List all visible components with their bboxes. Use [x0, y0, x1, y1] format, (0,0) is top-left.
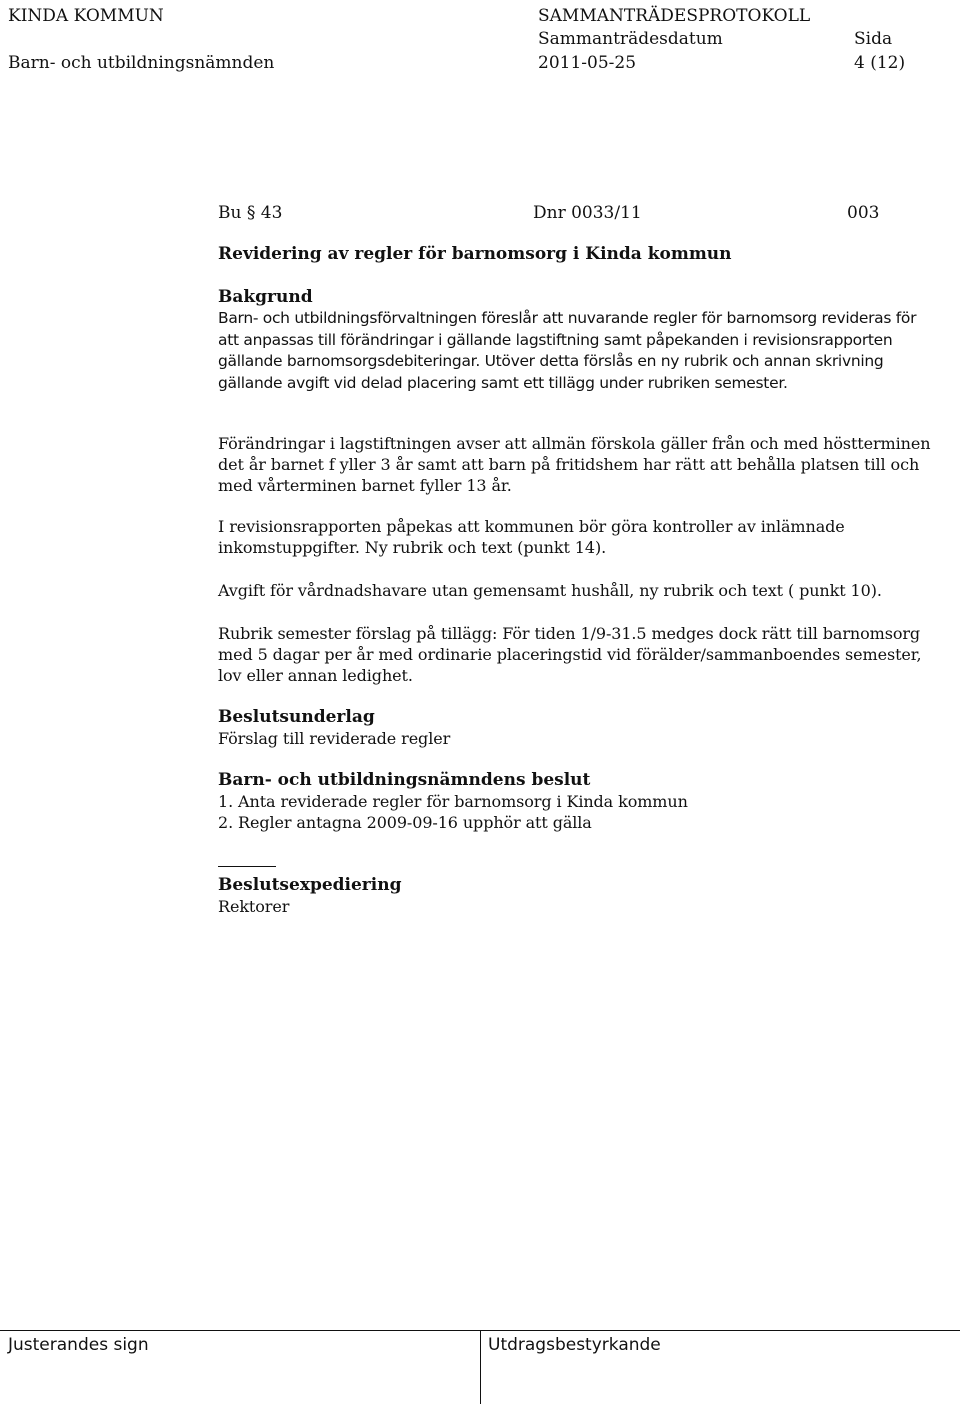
page-label: Sida [854, 29, 893, 49]
background-heading: Bakgrund [218, 287, 313, 307]
background-paragraph-2: Förändringar i lagstiftningen avser att allmän förskola gäller från och med höstterminen det år barnet f yller 3 år samt att barn på fritidshem har rätt att behålla platsen till och med vårterminen barnet fyller 13 år. [218, 434, 931, 495]
background-paragraph-3: I revisionsrapporten påpekas att kommunen bör göra kontroller av inlämnade inkomstuppgifter. Ny rubrik och text (punkt 14). [218, 517, 845, 557]
committee-name: Barn- och utbildningsnämnden [8, 53, 275, 73]
decision-basis-heading: Beslutsunderlag [218, 707, 375, 727]
signature-label: Justerandes sign [8, 1335, 149, 1355]
case-title: Revidering av regler för barnomsorg i Kinda kommun [218, 244, 732, 264]
decision-item-2: 2. Regler antagna 2009-09-16 upphör att gälla [218, 813, 592, 832]
background-paragraph-1: Barn- och utbildningsförvaltningen föreslår att nuvarande regler för barnomsorg revideras för att anpassas till förändringar i gällande lagstiftning samt påpekanden i revisionsrapporten gällande barnomsorgsdebiteringar. Utöver detta förslås en ny rubrik och annan skrivning gällande avgift vid delad placering samt ett tillägg under rubriken semester. [218, 309, 917, 392]
separator-rule [218, 866, 276, 867]
meeting-date: 2011-05-25 [538, 53, 637, 73]
dispatch-recipient: Rektorer [218, 897, 290, 916]
date-label: Sammanträdesdatum [538, 29, 723, 49]
case-code: 003 [847, 203, 880, 223]
dispatch-heading: Beslutsexpediering [218, 875, 402, 895]
org-name: KINDA KOMMUN [8, 6, 164, 26]
decision-heading: Barn- och utbildningsnämndens beslut [218, 770, 591, 790]
signature-footer [0, 1330, 960, 1404]
footer-divider [480, 1330, 481, 1404]
background-paragraph-4: Avgift för vårdnadshavare utan gemensamt hushåll, ny rubrik och text ( punkt 10). [218, 581, 882, 600]
document-type: SAMMANTRÄDESPROTOKOLL [538, 6, 811, 26]
decision-basis-text: Förslag till reviderade regler [218, 729, 451, 748]
decision-item-1: 1. Anta reviderade regler för barnomsorg i Kinda kommun [218, 792, 688, 811]
certification-label: Utdragsbestyrkande [488, 1335, 661, 1355]
case-dnr: Dnr 0033/11 [533, 203, 642, 223]
page-number: 4 (12) [854, 53, 906, 73]
background-paragraph-5: Rubrik semester förslag på tillägg: För tiden 1/9-31.5 medges dock rätt till barnomsorg med 5 dagar per år med ordinarie placeringstid vid förälder/sammanboendes semester, lov eller annan ledighet. [218, 624, 922, 685]
case-number: Bu § 43 [218, 203, 283, 223]
